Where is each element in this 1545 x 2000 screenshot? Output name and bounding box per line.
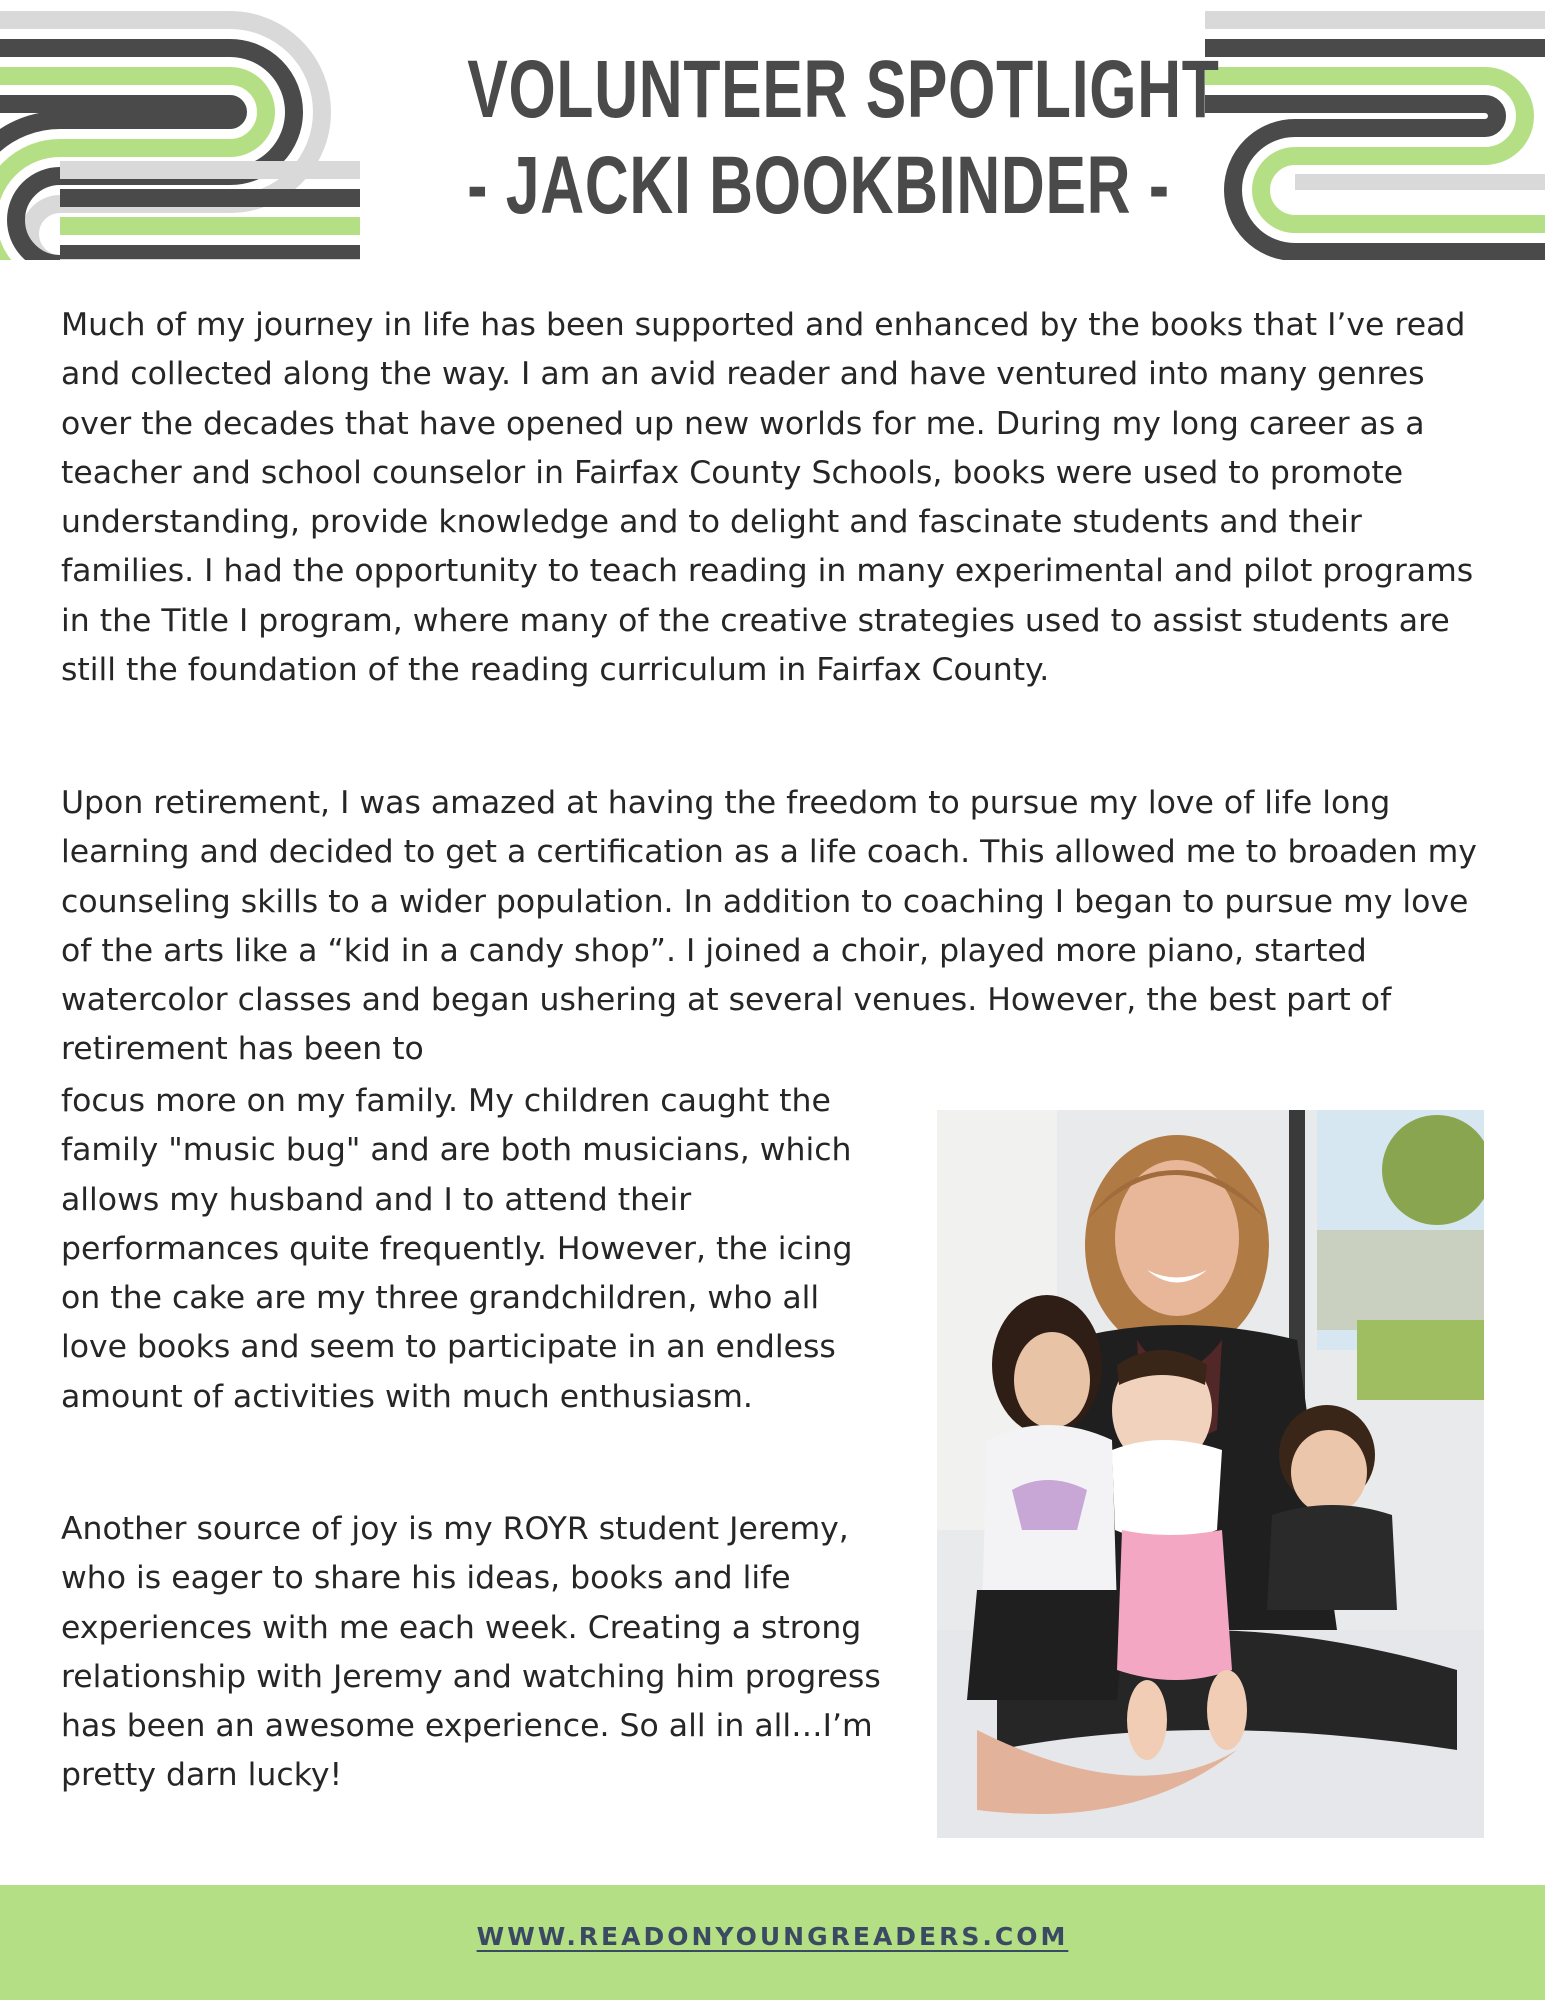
title-line-1: VOLUNTEER SPOTLIGHT: [467, 44, 1220, 135]
article-paragraph-1: Much of my journey in life has been supported and enhanced by the books that I’ve read and collected along the way. I am an avid reader and have ventured into many genres over the decades that have opened up new worlds for me. During my long career as a teacher and school counselor in Fairfax County Schools, books were used to promote understanding, provide knowledge and to delight and fascinate students and their families. I had the opportunity to teach reading in many experimental and pilot programs in the Title I program, where many of the creative strategies used to assist students are still the foundation of the reading curriculum in Fairfax County.: [61, 307, 1474, 689]
title-line-2: - JACKI BOOKBINDER -: [467, 140, 1170, 231]
article-paragraph-4: Another source of joy is my ROYR student Jeremy, who is eager to share his ideas, books and life experiences with me each week. Creating a strong relationship with Jeremy and watching him progress has been an awesome experience. So all in all…I’m pretty darn lucky!: [61, 1511, 881, 1794]
decorative-stripes-left: [0, 0, 360, 260]
website-link[interactable]: WWW.READONYOUNGREADERS.COM: [476, 1922, 1069, 1951]
page-title: [467, 42, 1220, 234]
family-photo: [937, 1110, 1484, 1838]
article-paragraph-3: focus more on my family. My children caught the family "music bug" and are both musicians, which allows my husband and I to attend their performances quite frequently. However, the icing on the cake are my three grandchildren, who all love books and seem to participate in an endless amount of activities with much enthusiasm.: [61, 1083, 853, 1415]
decorative-stripes-right: [1185, 0, 1545, 260]
article-paragraph-2: Upon retirement, I was amazed at having the freedom to pursue my love of life long learning and decided to get a certification as a life coach. This allowed me to broaden my counseling skills to a wider population. In addition to coaching I began to pursue my love of the arts like a “kid in a candy shop”. I joined a choir, played more piano, started watercolor classes and began ushering at several venues. However, the best part of retirement has been to: [61, 785, 1477, 1068]
